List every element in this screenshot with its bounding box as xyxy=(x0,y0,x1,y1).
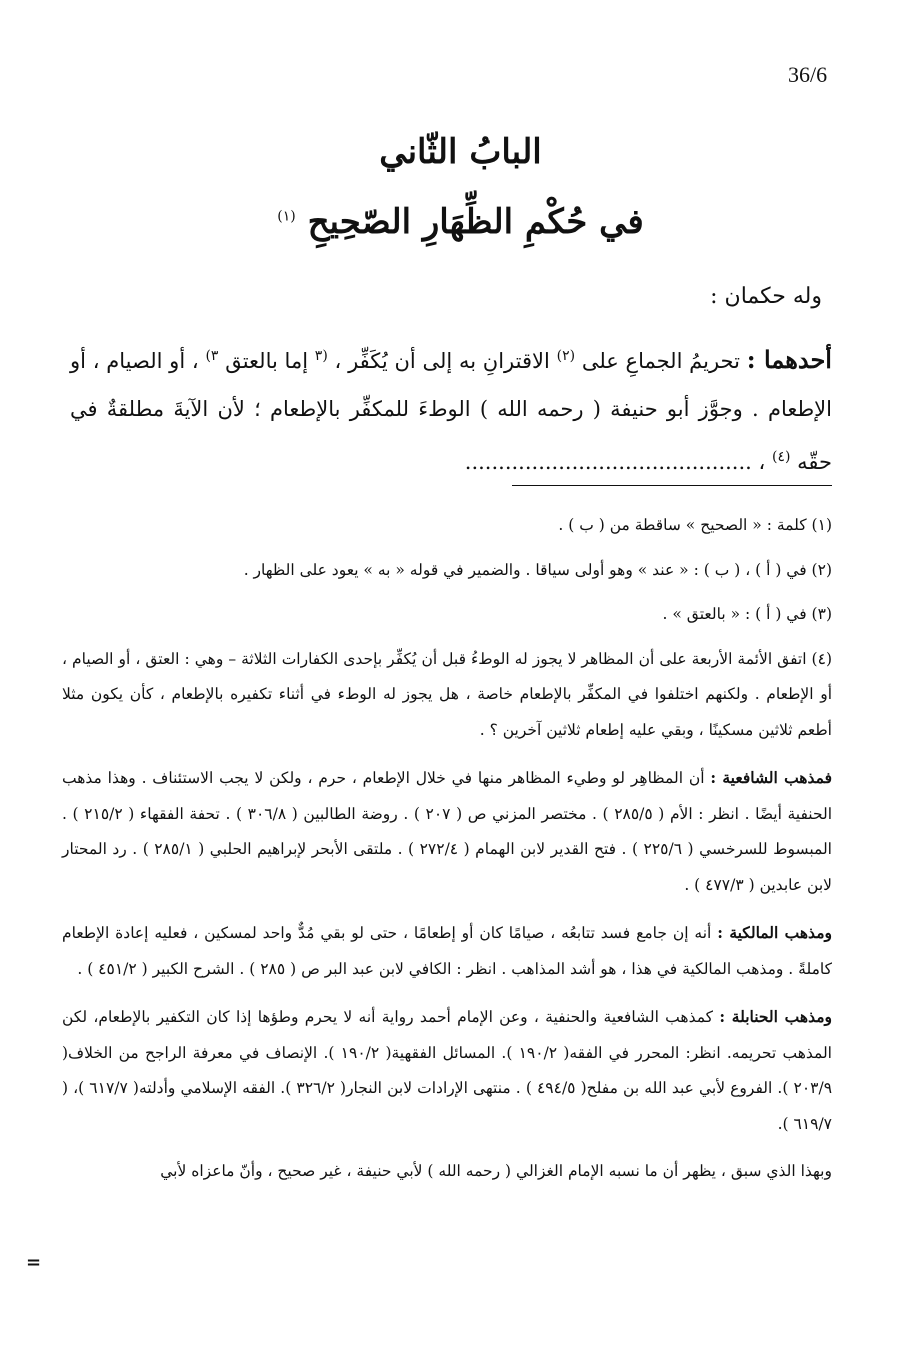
footnote-3: (٣) في ( أ ) : « بالعتق » . xyxy=(662,605,832,623)
footnote-ref-2: (٢) xyxy=(556,348,576,364)
continuation-mark: = xyxy=(26,1252,42,1273)
main-text-1: تحريمُ الجماعِ على xyxy=(581,349,740,373)
chapter-subtitle xyxy=(0,202,921,242)
shafii-label: فمذهب الشافعية : xyxy=(710,768,832,787)
intro-line: وله حكمان : xyxy=(710,284,822,309)
hanbali-label: ومذهب الحنابلة : xyxy=(719,1007,832,1026)
footnote-4: (٤) اتفق الأئمة الأربعة على أن المظاهر لا يجوز له الوطءُ قبل أن يُكفِّر بإحدى الكفارات الثلاثة – وهي : العتق ، أو الصيام ، أو الإطعام . ولكنهم اختلفوا في المكفِّر بالإطعام خاصة ، هل يجوز له الوطء في أثناء تكفيره بالإطعام ، كأن يكون مثلا أطعم ثلاثين مسكينًا ، وبقي عليه إطعام ثلاثين آخرين ؟ . xyxy=(62,649,832,739)
footnote-2: (٢) في ( أ ) ، ( ب ) : « عند » وهو أولى سياقا . والضمير في قوله « به » يعود على الظهار . xyxy=(243,560,832,579)
page-number: 36/6 xyxy=(788,62,828,87)
footnote-maliki xyxy=(62,915,832,987)
main-text-3: إما بالعتق xyxy=(225,349,309,373)
chapter-title: البابُ الثّاني xyxy=(379,132,542,172)
footnote-conclusion: وبهذا الذي سبق ، يظهر أن ما نسبه الإمام الغزالي ( رحمه الله ) لأبي حنيفة ، غير صحيح ، وأنّ ماعزاه لأبي xyxy=(160,1162,832,1180)
footnote-divider xyxy=(512,485,832,486)
hanbali-text: كمذهب الشافعية والحنفية ، وعن الإمام أحمد رواية أنه لا يحرم وطؤها إذا كان التكفير بالإطعام، لكن المذهب تحريمه. انظر: المحرر في الفقه( ١٩٠/٢ ). المسائل الفقهية( ١٩٠/٢ ). الإنصاف في معرفة الراجح من الخلاف( ٢٠٣/٩ ). الفروع لأبي عبد الله بن مفلح( ٤٩٤/٥ ) . منتهى الإرادات لابن النجار( ٣٢٦/٢ ). الفقه الإسلامي وأدلته( ٦١٧/٧ )، ( ٦١٩/٧ ). xyxy=(62,1008,833,1133)
maliki-text: أنه إن جامع فسد تتابعُه ، صيامًا كان أو إطعامًا ، حتى لو بقي مُدٌّ واحد لمسكين ، فعليه إعادة الإطعام كاملةً . ومذهب المالكية في هذا ، هو أشد المذاهب . انظر : الكافي لابن عبد البر ص ( ٢٨٥ ) . الشرح الكبير ( ٤٥١/٢ ) . xyxy=(62,924,832,978)
main-paragraph xyxy=(70,332,832,486)
chapter-subtitle-text: في حُكْمِ الظِّهَارِ الصّحِيحِ xyxy=(307,202,644,242)
footnote-ref-1: (١) xyxy=(277,208,296,225)
footnote-ref-3-close: ٣) xyxy=(205,348,219,364)
footnote-shafii xyxy=(62,760,832,903)
footnotes xyxy=(62,508,832,1202)
footnote-ref-3-open: (٣ xyxy=(314,348,328,364)
main-text-2: الاقترانِ به إلى أن يُكَفِّر ، xyxy=(334,349,550,373)
footnote-hanbali xyxy=(62,999,832,1142)
footnote-ref-4: (٤) xyxy=(771,449,791,465)
main-text-4: ، أو الصيام ، أو الإطعام . وجوَّز أبو حنيفة ( رحمه الله ) الوطءَ للمكفِّر بالإطعام ؛ لأن الآيةَ مطلقةٌ في حقّه xyxy=(70,349,832,474)
maliki-label: ومذهب المالكية : xyxy=(717,923,832,942)
shafii-text: أن المظاهِر لو وطيء المظاهر منها في خلال الإطعام ، حرم ، ولكن لا يجب الاستئناف . وهذا مذهب الحنفية أيضًا . انظر : الأم ( ٢٨٥/٥ ) . مختصر المزني ص ( ٢٠٧ ) . روضة الطالبين ( ٣٠٦/٨ ) . تحفة الفقهاء ( ٢١٥/٢ ) . المبسوط للسرخسي ( ٢٢٥/٦ ) . فتح القدير لابن الهمام ( ٢٧٢/٤ ) . ملتقى الأبحر لإبراهيم الحلبي ( ٢٨٥/١ ) . رد المحتار لابن عابدين ( ٤٧٧/٣ ) . xyxy=(62,769,833,894)
main-lead: أحدهما : xyxy=(746,345,832,374)
footnote-1: (١) كلمة : « الصحيح » ساقطة من ( ب ) . xyxy=(558,516,832,534)
main-text-5: ، ........................................... xyxy=(464,450,766,474)
